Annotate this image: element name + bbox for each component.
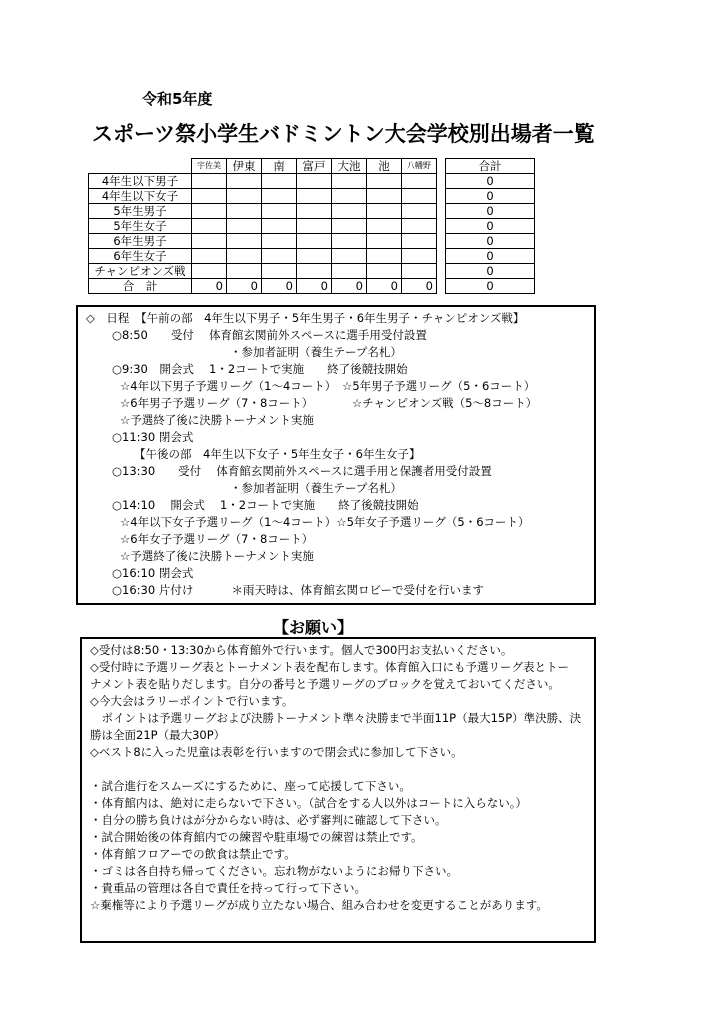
- row-total: 0: [446, 189, 535, 204]
- schedule-line: ○11:30 閉会式: [112, 430, 194, 444]
- table-header-row: [89, 159, 535, 174]
- row-label: 4年生以下女子: [89, 189, 192, 204]
- schedule-line: ・参加者証明（養生テープ名札）: [230, 345, 402, 359]
- schedule-line: ☆予選終了後に決勝トーナメント実施: [120, 413, 314, 427]
- row-label: 4年生以下男子: [89, 174, 192, 189]
- request-line: ・試合開始後の体育館内での練習や駐車場での練習は禁止です。: [90, 830, 423, 844]
- row-total: 0: [446, 174, 535, 189]
- request-line: ・試合進行をスムーズにするために、座って応援して下さい。: [90, 779, 411, 793]
- requests-box: [80, 637, 596, 943]
- table-row: [89, 174, 535, 189]
- school-header: 南: [262, 159, 297, 174]
- request-line: ポイントは予選リーグおよび決勝トーナメント準々決勝まで半面11P（最大15P）準決勝、決: [90, 711, 582, 725]
- row-total: 0: [446, 219, 535, 234]
- schedule-line: ◇ 日程 【午前の部 4年生以下男子・5年生男子・6年生男子・チャンピオンズ戦】: [86, 311, 525, 325]
- table-row: [89, 264, 535, 279]
- school-header: 池: [367, 159, 402, 174]
- schedule-line: ○13:30 受付 体育館玄関前外スペースに選手用と保護者用受付設置: [112, 464, 492, 478]
- table-row: [89, 219, 535, 234]
- page-title: スポーツ祭小学生バドミントン大会学校別出場者一覧: [92, 122, 595, 146]
- sum-label: 合 計: [89, 279, 192, 294]
- school-header: 大池: [332, 159, 367, 174]
- table-row: [89, 249, 535, 264]
- schedule-line: ☆4年以下女子予選リーグ（1～4コート）☆5年女子予選リーグ（5・6コート）: [120, 515, 530, 529]
- row-label: チャンピオンズ戦: [89, 264, 192, 279]
- schedule-line: ○16:10 閉会式: [112, 566, 194, 580]
- request-line: ・貴重品の管理は各自で責任を持って行って下さい。: [90, 881, 366, 895]
- request-line: ・体育館内は、絶対に走らないで下さい。（試合をする人以外はコートに入らない。）: [90, 796, 527, 810]
- grand-total: 0: [446, 279, 535, 294]
- participant-table: [88, 158, 535, 294]
- schedule-line: ○14:10 開会式 1・2コートで実施 終了後競技開始: [112, 498, 419, 512]
- row-total: 0: [446, 234, 535, 249]
- schedule-line: ☆6年男子予選リーグ（7・8コート）: [120, 396, 314, 410]
- request-line: ・体育館フロアーでの飲食は禁止です。: [90, 847, 296, 861]
- table-row: [89, 189, 535, 204]
- school-header: 八幡野: [402, 159, 437, 174]
- schedule-line: ☆6年女子予選リーグ（7・8コート）: [120, 532, 314, 546]
- schedule-line: ・参加者証明（養生テープ名札）: [230, 481, 402, 495]
- row-label: 6年生女子: [89, 249, 192, 264]
- request-line: ◇受付は8:50・13:30から体育館外で行います。個人で300円お支払いください。: [90, 643, 513, 657]
- school-header: 宇佐美: [192, 159, 227, 174]
- sum-row: 合 計 0 0 0 0 0 0 0 0: [89, 279, 535, 294]
- request-line: ・自分の勝ち負けはが分からない時は、必ず審判に確認して下さい。: [90, 813, 447, 827]
- total-header: 合計: [446, 159, 535, 174]
- request-line: ◇ベスト8に入った児童は表彰を行いますので閉会式に参加して下さい。: [90, 745, 463, 759]
- schedule-box: [76, 305, 596, 605]
- request-line: ◇今大会はラリーポイントで行います。: [90, 694, 294, 708]
- request-line: 勝は全面21P（最大30P）: [90, 728, 226, 742]
- schedule-line: ○9:30 開会式 1・2コートで実施 終了後競技開始: [112, 362, 408, 376]
- request-line: ・ゴミは各自持ち帰ってください。忘れ物がないようにお帰り下さい。: [90, 864, 458, 878]
- row-label: 5年生女子: [89, 219, 192, 234]
- row-label: 5年生男子: [89, 204, 192, 219]
- table-row: [89, 234, 535, 249]
- schedule-line: ○16:30 片付け ＊雨天時は、体育館玄関ロビーで受付を行います: [112, 583, 485, 597]
- request-line: ◇受付時に予選リーグ表とトーナメント表を配布します。体育館入口にも予選リーグ表とトー: [90, 660, 569, 674]
- row-total: 0: [446, 204, 535, 219]
- fiscal-year: 令和5年度: [142, 90, 213, 108]
- schedule-line: ☆チャンピオンズ戦（5～8コート）: [352, 396, 538, 410]
- requests-heading: 【お願い】: [273, 618, 354, 637]
- corner-cell: [89, 159, 192, 174]
- schedule-line: ☆予選終了後に決勝トーナメント実施: [120, 549, 314, 563]
- school-header: 富戸: [297, 159, 332, 174]
- request-line: ナメント表を貼りだします。自分の番号と予選リーグのブロックを覚えておいてください。: [90, 677, 560, 691]
- row-label: 6年生男子: [89, 234, 192, 249]
- request-line: ☆棄権等により予選リーグが成り立たない場合、組み合わせを変更することがあります。: [90, 898, 548, 912]
- schedule-line: ○8:50 受付 体育館玄関前外スペースに選手用受付設置: [112, 328, 427, 342]
- row-total: 0: [446, 264, 535, 279]
- schedule-line: 【午後の部 4年生以下女子・5年生女子・6年生女子】: [134, 447, 421, 461]
- school-header: 伊東: [227, 159, 262, 174]
- table-row: [89, 204, 535, 219]
- row-total: 0: [446, 249, 535, 264]
- schedule-line: ☆4年以下男子予選リーグ（1～4コート） ☆5年男子予選リーグ（5・6コート）: [120, 379, 536, 393]
